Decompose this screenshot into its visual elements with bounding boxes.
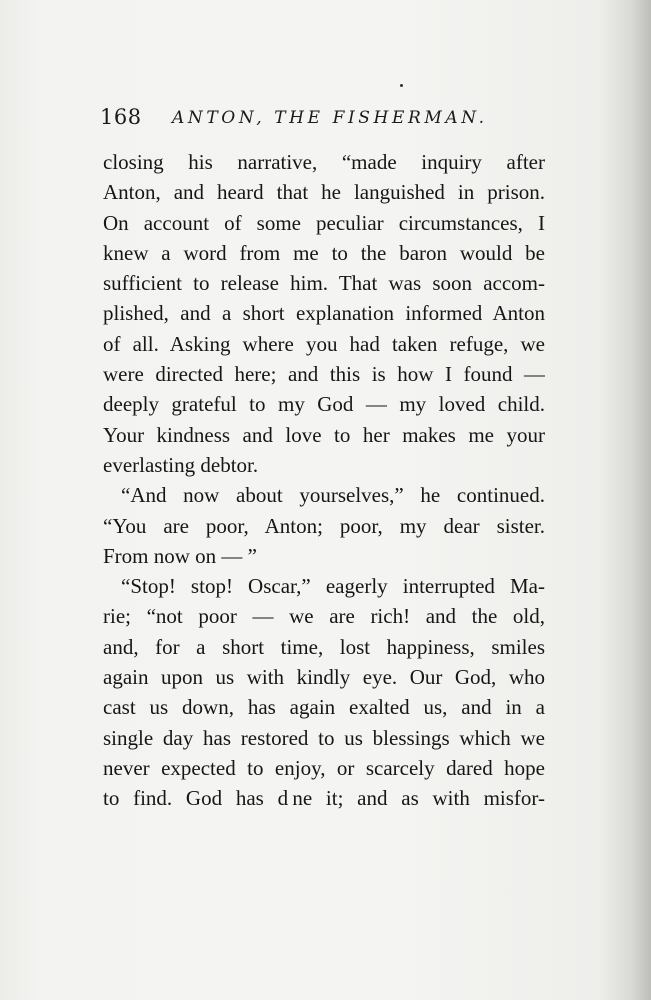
text-line: knew a word from me to the baron would be <box>103 240 545 265</box>
text-line: and, for a short time, lost happiness, smiles <box>103 634 545 659</box>
text-line: “Stop! stop! Oscar,” eagerly interrupted Ma- <box>121 574 545 599</box>
text-line: “And now about yourselves,” he continued. <box>121 483 545 508</box>
text-line: single day has restored to us blessings which we <box>103 725 545 750</box>
body-text <box>103 147 545 814</box>
text-line: Anton, and heard that he languished in prison. <box>103 180 545 205</box>
text-line: “You are poor, Anton; poor, my dear sister. <box>103 513 545 538</box>
text-line: again upon us with kindly eye. Our God, who <box>103 665 545 690</box>
text-line: were directed here; and this is how I found — <box>103 362 545 387</box>
text-line: cast us down, has again exalted us, and in a <box>103 695 545 720</box>
text-line: sufficient to release him. That was soon accom- <box>103 271 545 296</box>
text-line: to find. God has d ne it; and as with misfor- <box>103 786 545 811</box>
print-speck <box>400 84 403 87</box>
page-number: 168 <box>100 105 142 129</box>
page-header <box>100 105 560 135</box>
text-line: never expected to enjoy, or scarcely dared hope <box>103 755 545 780</box>
text-line: Your kindness and love to her makes me your <box>103 422 545 447</box>
text-line: On account of some peculiar circumstances, I <box>103 210 545 235</box>
text-line: everlasting debtor. <box>103 452 259 477</box>
text-line: rie; “not poor — we are rich! and the old, <box>103 604 545 629</box>
text-line: of all. Asking where you had taken refuge, we <box>103 331 545 356</box>
text-line: closing his narrative, “made inquiry after <box>103 150 545 174</box>
text-line: deeply grateful to my God — my loved child. <box>103 392 545 417</box>
text-line: plished, and a short explanation informed Anton <box>103 301 545 326</box>
text-line: From now on — ” <box>103 543 257 568</box>
running-title: ANTON, THE FISHERMAN. <box>172 108 488 128</box>
